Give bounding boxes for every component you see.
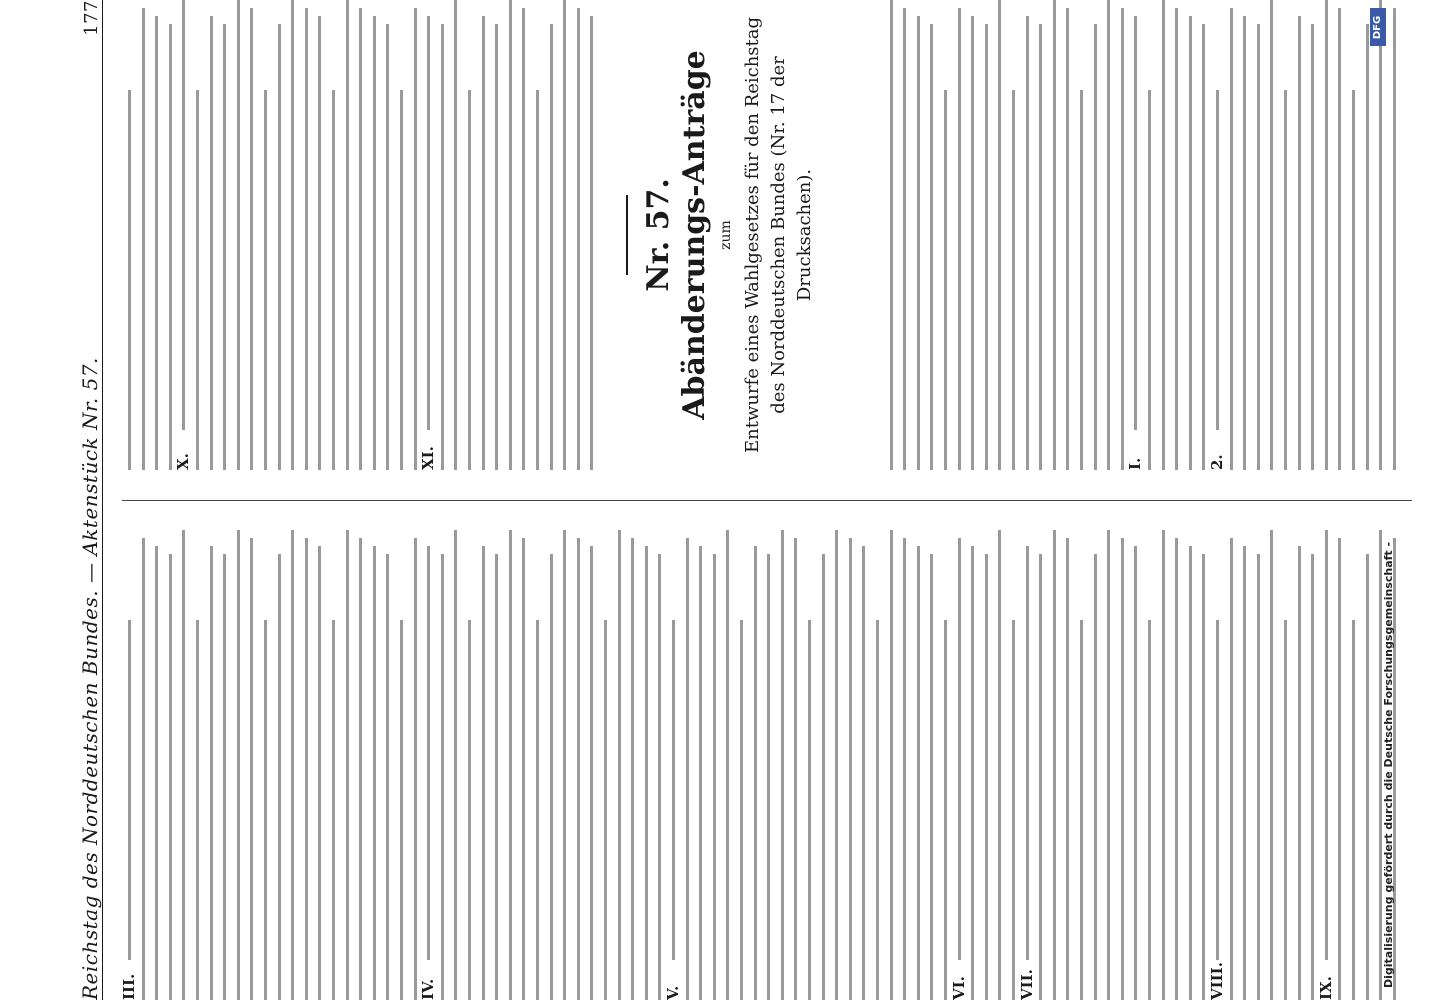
text-line-placeholder [1298,16,1301,470]
text-line-placeholder [1026,546,1029,960]
section-number: X. [174,453,193,470]
text-line-placeholder [958,538,961,960]
text-line-placeholder [590,16,593,470]
text-line-placeholder [223,554,226,1000]
text-line-placeholder [1325,0,1328,470]
text-line-placeholder [482,16,485,470]
section-number: III. [120,973,138,1000]
text-line-placeholder [1026,16,1029,470]
text-line-placeholder [427,546,430,960]
text-line-placeholder [1012,90,1015,470]
text-line-placeholder [754,546,757,1000]
text-line-placeholder [305,8,308,470]
text-line-placeholder [1216,620,1219,960]
heading-rule [626,195,628,275]
running-head [66,0,103,1000]
text-line-placeholder [1243,546,1246,1000]
text-line-placeholder [536,620,539,1000]
text-line-placeholder [563,530,566,1000]
text-line-placeholder [1066,538,1069,1000]
text-line-placeholder [631,538,634,1000]
text-line-placeholder [1175,538,1178,1000]
left-column [122,530,1412,1000]
text-line-placeholder [563,0,566,470]
text-line-placeholder [1230,8,1233,470]
text-line-placeholder [890,0,893,470]
text-line-placeholder [971,16,974,470]
text-line-placeholder [1325,530,1328,960]
text-line-placeholder [169,24,172,470]
text-line-placeholder [142,8,145,470]
text-line-placeholder [169,554,172,1000]
text-line-placeholder [1298,546,1301,1000]
text-line-placeholder [373,16,376,470]
text-line-placeholder [1107,530,1110,1000]
text-line-placeholder [468,90,471,470]
text-line-placeholder [318,16,321,470]
credit-text: Digitalisierung gefördert durch die Deutsche Forschungsgemeinschaft - [1382,541,1395,988]
text-line-placeholder [1366,554,1369,1000]
document-subject: Entwurfe eines Wahlgesetzes für den Reichstag des Norddeutschen Bundes (Nr. 17 der Drucksachen). [742,16,816,454]
text-line-placeholder [1162,0,1165,470]
text-line-placeholder [495,554,498,1000]
text-line-placeholder [237,0,240,470]
text-line-placeholder [155,546,158,1000]
text-line-placeholder [930,554,933,1000]
text-line-placeholder [985,554,988,1000]
text-line-placeholder [903,8,906,470]
text-line-placeholder [835,530,838,1000]
text-line-placeholder [291,530,294,1000]
text-line-placeholder [495,24,498,470]
text-line-placeholder [332,620,335,1000]
text-line-placeholder [522,8,525,470]
text-line-placeholder [414,8,417,470]
text-line-placeholder [930,24,933,470]
text-line-placeholder [1202,554,1205,1000]
text-line-placeholder [386,24,389,470]
text-line-placeholder [468,620,471,1000]
text-line-placeholder [822,554,825,1000]
text-line-placeholder [550,554,553,1000]
document-number: Nr. 57. [641,178,676,292]
text-line-placeholder [196,90,199,470]
text-line-placeholder [441,24,444,470]
section-number: IV. [419,978,438,1000]
section-number: VIII. [1208,962,1226,1000]
column-divider [122,500,1412,501]
text-line-placeholder [958,8,961,470]
text-line-placeholder [917,16,920,470]
text-line-placeholder [237,530,240,1000]
text-line-placeholder [1107,0,1110,470]
text-line-placeholder [862,546,865,1000]
text-line-placeholder [1039,554,1042,1000]
text-line-placeholder [454,0,457,470]
text-line-placeholder [590,546,593,1000]
text-line-placeholder [536,90,539,470]
section-number: VI. [949,976,968,1000]
text-line-placeholder [1257,24,1260,470]
text-line-placeholder [332,90,335,470]
text-line-placeholder [1202,24,1205,470]
text-line-placeholder [645,546,648,1000]
section-number: IX. [1316,976,1335,1000]
text-line-placeholder [1080,90,1083,470]
text-line-placeholder [305,538,308,1000]
text-line-placeholder [509,0,512,470]
text-line-placeholder [849,538,852,1000]
text-line-placeholder [740,620,743,1000]
text-line-placeholder [1121,538,1124,1000]
text-line-placeholder [998,530,1001,1000]
text-line-placeholder [1066,8,1069,470]
document-heading [626,0,818,470]
text-line-placeholder [998,0,1001,470]
text-line-placeholder [781,530,784,1000]
text-line-placeholder [386,554,389,1000]
text-line-placeholder [128,90,131,470]
document-title: Abänderungs-Anträge [677,50,712,420]
text-line-placeholder [400,620,403,1000]
text-line-placeholder [1148,620,1151,1000]
text-line-placeholder [359,538,362,1000]
text-line-placeholder [373,546,376,1000]
text-line-placeholder [509,530,512,1000]
text-line-placeholder [1134,16,1137,430]
text-line-placeholder [278,24,281,470]
text-line-placeholder [577,8,580,470]
section-number: V. [664,985,682,1000]
text-line-placeholder [1311,24,1314,470]
text-line-placeholder [400,90,403,470]
text-line-placeholder [903,538,906,1000]
text-line-placeholder [794,538,797,1000]
text-line-placeholder [346,530,349,1000]
text-line-placeholder [1352,90,1355,470]
text-line-placeholder [1216,90,1219,430]
text-line-placeholder [210,546,213,1000]
text-line-placeholder [808,620,811,1000]
text-line-placeholder [1366,24,1369,470]
text-line-placeholder [1270,530,1273,1000]
text-line-placeholder [278,554,281,1000]
text-line-placeholder [672,620,675,960]
text-line-placeholder [658,554,661,1000]
text-line-placeholder [686,538,689,1000]
text-line-placeholder [155,16,158,470]
text-line-placeholder [1148,90,1151,470]
text-line-placeholder [604,620,607,1000]
text-line-placeholder [441,554,444,1000]
text-line-placeholder [454,530,457,1000]
text-line-placeholder [346,0,349,470]
page-number: 177 [81,0,102,36]
section-number: XI. [419,446,438,470]
section-number: I. [1126,457,1145,470]
text-line-placeholder [699,546,702,1000]
text-line-placeholder [577,538,580,1000]
text-line-placeholder [767,554,770,1000]
running-head-right: — Aktenstück Nr. 57. [78,357,102,584]
text-line-placeholder [1338,8,1341,470]
text-line-placeholder [223,24,226,470]
text-line-placeholder [210,16,213,470]
document-zum: zum [718,220,734,250]
text-line-placeholder [944,620,947,1000]
text-line-placeholder [264,620,267,1000]
text-line-placeholder [1134,546,1137,1000]
running-head-left: Reichstag des Norddeutschen Bundes. [78,589,102,1000]
text-line-placeholder [876,620,879,1000]
text-line-placeholder [142,538,145,1000]
text-line-placeholder [917,546,920,1000]
text-line-placeholder [971,546,974,1000]
text-line-placeholder [1121,8,1124,470]
text-line-placeholder [550,24,553,470]
scanned-page [66,0,1426,1000]
text-line-placeholder [1243,16,1246,470]
text-line-placeholder [1393,8,1396,470]
text-line-placeholder [1257,554,1260,1000]
text-line-placeholder [1311,554,1314,1000]
text-line-placeholder [182,530,185,1000]
text-line-placeholder [427,16,430,430]
text-line-placeholder [1338,538,1341,1000]
running-head-title [78,357,102,1000]
text-line-placeholder [250,538,253,1000]
text-line-placeholder [1094,24,1097,470]
text-line-placeholder [890,530,893,1000]
text-line-placeholder [713,554,716,1000]
text-line-placeholder [1284,620,1287,1000]
text-line-placeholder [250,8,253,470]
digitization-credit [1372,8,1395,988]
text-line-placeholder [482,546,485,1000]
text-line-placeholder [264,90,267,470]
text-line-placeholder [1012,620,1015,1000]
text-line-placeholder [359,8,362,470]
text-line-placeholder [618,530,621,1000]
text-line-placeholder [182,0,185,430]
text-line-placeholder [318,546,321,1000]
text-line-placeholder [1053,530,1056,1000]
text-line-placeholder [1189,16,1192,470]
text-line-placeholder [1270,0,1273,470]
dfg-logo-text: DFG [1372,15,1384,39]
text-line-placeholder [522,538,525,1000]
section-number: 2. [1208,454,1226,470]
text-line-placeholder [1230,538,1233,1000]
text-line-placeholder [1284,90,1287,470]
text-line-placeholder [985,24,988,470]
text-line-placeholder [414,538,417,1000]
text-line-placeholder [1162,530,1165,1000]
text-line-placeholder [291,0,294,470]
text-line-placeholder [1352,620,1355,1000]
text-line-placeholder [196,620,199,1000]
text-line-placeholder [1080,620,1083,1000]
text-line-placeholder [1094,554,1097,1000]
text-line-placeholder [726,530,729,1000]
text-line-placeholder [1175,8,1178,470]
text-line-placeholder [944,90,947,470]
text-line-placeholder [1189,546,1192,1000]
text-line-placeholder [128,620,131,960]
text-line-placeholder [1039,24,1042,470]
section-number: VII. [1017,969,1036,1000]
text-line-placeholder [1053,0,1056,470]
